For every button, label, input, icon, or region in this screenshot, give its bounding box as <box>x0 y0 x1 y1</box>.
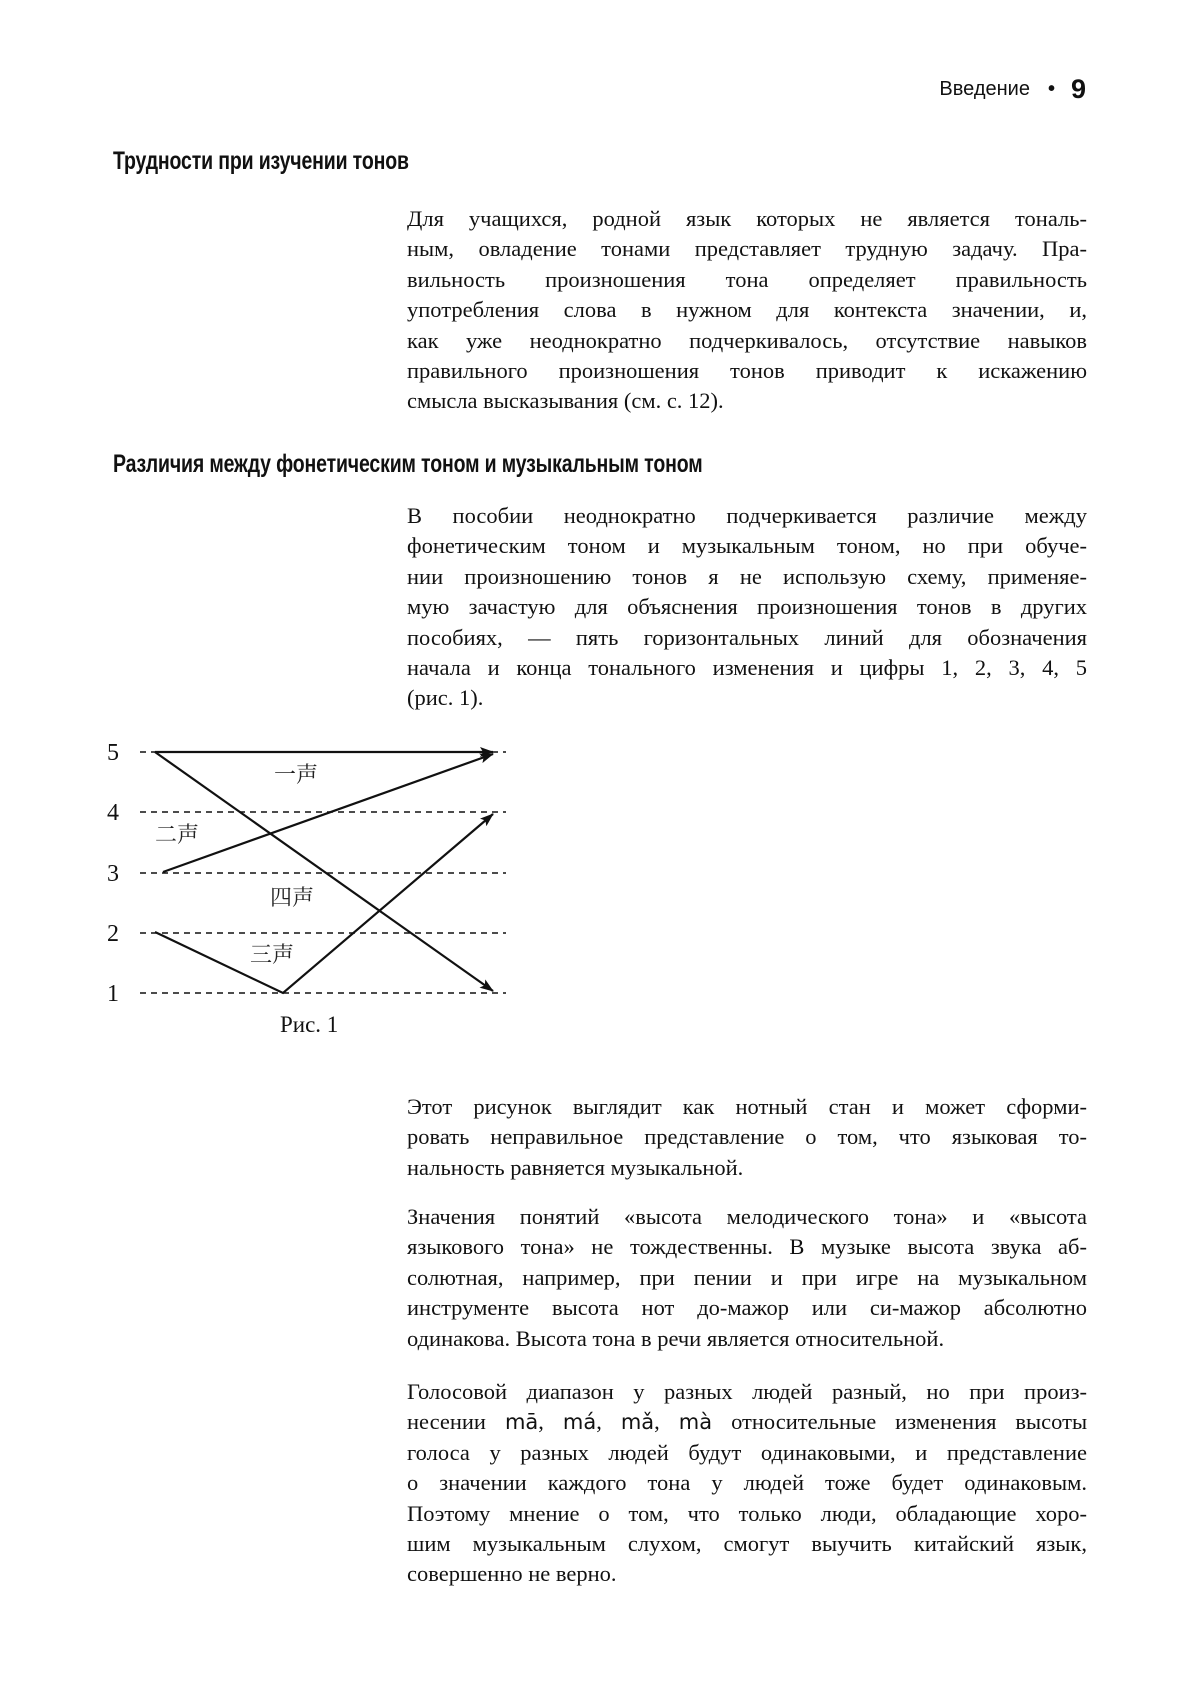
paragraph-relative-pitch <box>407 1202 1087 1354</box>
text-line: мую зачастую для объяснения произношения тонов в других <box>407 594 1087 620</box>
text-line: ным, овладение тонами представляет трудную задачу. Пра- <box>407 236 1087 262</box>
tone4-label: 四声 <box>270 886 315 911</box>
running-head-section: Введение <box>939 77 1030 100</box>
text-line: пособиях, — пять горизонтальных линий для обозначения <box>407 624 1087 650</box>
comma: , <box>538 1409 544 1435</box>
text-line: Для учащихся, родной язык которых не является тональ- <box>407 206 1087 231</box>
paragraph-manual-scheme <box>407 501 1087 714</box>
running-head <box>939 72 1086 106</box>
text-line: В пособии неоднократно подчеркивается различие между <box>407 503 1087 528</box>
text-line: правильного произношения тонов приводит к искажению <box>407 357 1087 383</box>
pinyin-ma1: mā <box>504 1410 539 1435</box>
paragraph-voice-range <box>407 1377 1087 1590</box>
text-line: нальность равняется музыкальной. <box>407 1154 744 1180</box>
text-line: шим музыкальным слухом, смогут выучить китайский язык, <box>407 1530 1087 1556</box>
tone2-line <box>163 754 493 872</box>
text-line: Значения понятий «высота мелодического тона» и «высота <box>407 1204 1087 1229</box>
text-line: Поэтому мнение о том, что только люди, обладающие хоро- <box>407 1500 1087 1526</box>
section-heading-tone-difficulties: Трудности при изучении тонов <box>113 147 409 175</box>
text-line: голоса у разных людей будут одинаковыми, и представление <box>407 1439 1087 1465</box>
tone3-label: 三声 <box>250 943 295 968</box>
level-label-5: 5 <box>107 740 119 766</box>
section-heading-phonetic-vs-musical: Различия между фонетическим тоном и музыкальным тоном <box>113 450 703 478</box>
text-line: инструменте высота нот до-мажор или си-мажор абсолютно <box>407 1295 1087 1321</box>
bullet-separator: • <box>1047 77 1055 100</box>
tone-diagram-svg <box>100 730 540 1050</box>
comma: , <box>596 1409 602 1435</box>
tone2-label: 二声 <box>155 823 200 848</box>
text-line: совершенно не верно. <box>407 1561 617 1587</box>
text-fragment: несении <box>407 1409 486 1435</box>
text-line: ровать неправильное представление о том, что языковая то- <box>407 1124 1087 1150</box>
text-line: как уже неоднократно подчеркивалось, отсутствие навыков <box>407 327 1087 353</box>
text-line: одинакова. Высота тона в речи является относительной. <box>407 1325 945 1351</box>
level-label-2: 2 <box>107 921 119 947</box>
level-label-4: 4 <box>107 800 119 826</box>
comma: , <box>654 1409 660 1435</box>
text-fragment: относительные изменения высоты <box>731 1409 1088 1435</box>
pinyin-ma3: mǎ <box>620 1410 655 1435</box>
figure-caption: Рис. 1 <box>280 1012 339 1037</box>
text-line: употребления слова в нужном для контекста значении, и, <box>407 297 1087 323</box>
page-number: 9 <box>1070 73 1086 104</box>
level-lines <box>140 752 506 993</box>
text-line: смысла высказывания (см. с. 12). <box>407 388 724 414</box>
level-label-3: 3 <box>107 861 119 887</box>
tone1-label: 一声 <box>274 763 319 788</box>
text-line: Этот рисунок выглядит как нотный стан и может сформи- <box>407 1094 1087 1119</box>
text-line: языкового тона» не тождественны. В музыке высота звука аб- <box>407 1234 1087 1260</box>
text-line: (рис. 1). <box>407 685 484 711</box>
text-line: о значении каждого тона у людей тоже будет одинаковым. <box>407 1470 1087 1496</box>
text-line: фонетическим тоном и музыкальным тоном, но при обуче- <box>407 533 1087 559</box>
level-label-1: 1 <box>107 981 119 1007</box>
paragraph-tone-difficulties <box>407 204 1087 417</box>
pinyin-ma4: mà <box>678 1410 713 1435</box>
text-line: солютная, например, при пении и при игре на музыкальном <box>407 1264 1087 1290</box>
pinyin-ma2: má <box>562 1410 597 1435</box>
figure-tone-diagram <box>100 730 540 1050</box>
text-line: вильность произношения тона определяет правильность <box>407 266 1087 292</box>
text-line: нии произношению тонов я не использую схему, применяе- <box>407 563 1087 589</box>
paragraph-staff-analogy <box>407 1092 1087 1183</box>
text-line: начала и конца тонального изменения и цифры 1, 2, 3, 4, 5 <box>407 654 1087 680</box>
text-line: Голосовой диапазон у разных людей разный, но при произ- <box>407 1379 1087 1404</box>
text-line-with-pinyin <box>407 1407 1087 1437</box>
tone3-line <box>155 814 493 993</box>
